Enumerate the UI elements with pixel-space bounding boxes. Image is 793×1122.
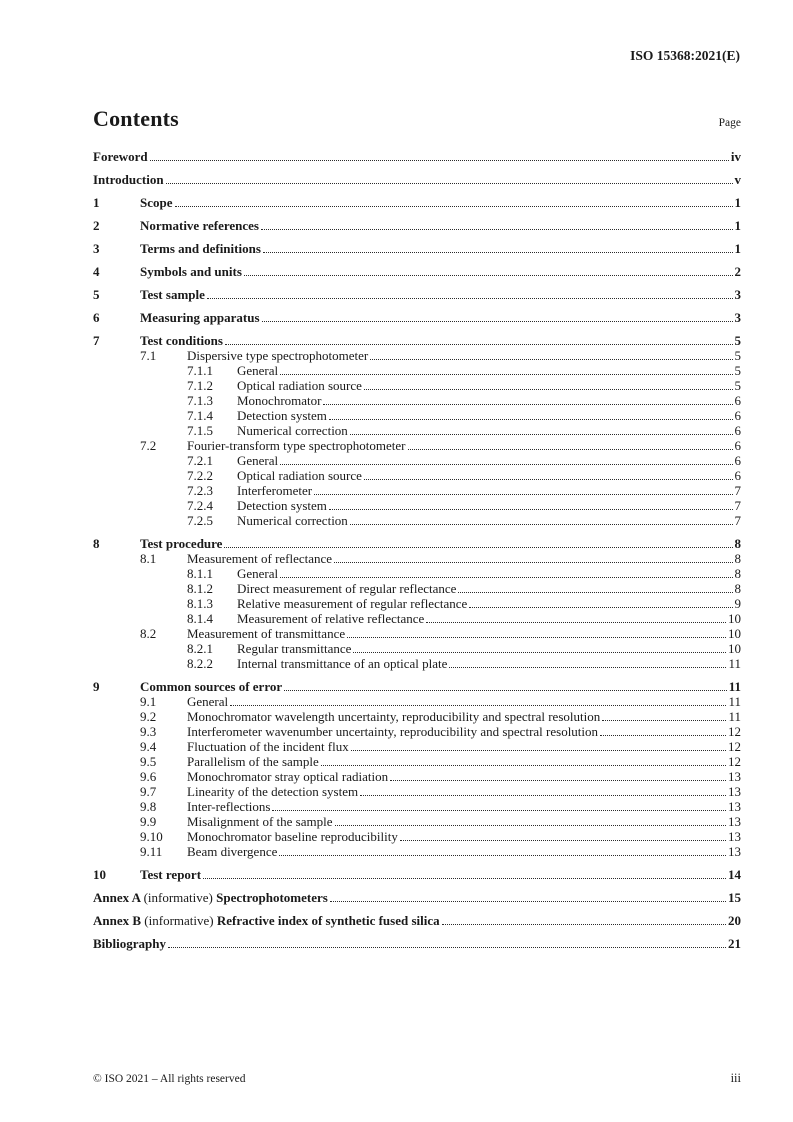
toc-entry-title: General [187, 694, 229, 709]
toc-entry [93, 784, 741, 799]
dot-leader [280, 577, 732, 578]
toc-entry-number: 7.1.3 [187, 393, 213, 408]
toc-entry [93, 310, 741, 325]
toc-entry-title: Numerical correction [237, 423, 348, 438]
dot-leader [353, 652, 726, 653]
toc-entry-number: 7.1.2 [187, 378, 213, 393]
toc-entry-page: 8 [734, 551, 741, 566]
toc-entry [93, 408, 741, 423]
dot-leader [329, 509, 733, 510]
toc-entry [93, 566, 741, 581]
dot-leader [347, 637, 726, 638]
toc-entry-number: 8 [93, 536, 100, 551]
toc-entry-page: 13 [728, 784, 741, 799]
toc-entry-title: Inter-reflections [187, 799, 271, 814]
toc-entry-title: General [237, 363, 279, 378]
toc-entry-page: iv [730, 149, 741, 164]
contents-section [93, 106, 741, 951]
toc-entry [93, 694, 741, 709]
toc-entry-title: Misalignment of the sample [187, 814, 333, 829]
toc-entry-page: 8 [734, 581, 741, 596]
dot-leader [426, 622, 726, 623]
toc-entry [93, 453, 741, 468]
toc-entry [93, 195, 741, 210]
dot-leader [175, 206, 733, 207]
dot-leader [272, 810, 726, 811]
dot-leader [263, 252, 733, 253]
toc-entry-number: 9.9 [140, 814, 157, 829]
toc-entry-number: 10 [93, 867, 106, 882]
dot-leader [323, 404, 732, 405]
toc-entry-title: Test procedure [140, 536, 223, 551]
toc-entry-number: 9.11 [140, 844, 163, 859]
toc-entry [93, 468, 741, 483]
toc-entry [93, 799, 741, 814]
toc-entry-title: General [237, 453, 279, 468]
toc-entry-title: Numerical correction [237, 513, 348, 528]
dot-leader [166, 183, 733, 184]
toc-entry-title: Detection system [237, 408, 327, 423]
toc-entry-page: 14 [728, 867, 741, 882]
toc-entry [93, 829, 741, 844]
toc-entry-title: Detection system [237, 498, 327, 513]
toc-entry-page: 6 [734, 423, 741, 438]
dot-leader [364, 479, 733, 480]
toc-entry [93, 483, 741, 498]
toc-entry-title: Dispersive type spectrophotometer [187, 348, 369, 363]
dot-leader [225, 344, 733, 345]
toc-entry-number: 8.1.1 [187, 566, 213, 581]
toc-entry-title: Test sample [140, 287, 205, 302]
toc-entry-page: 3 [734, 310, 741, 325]
toc-entry-title: Interferometer wavenumber uncertainty, reproducibility and spectral resolution [187, 724, 599, 739]
dot-leader [458, 592, 732, 593]
toc-entry-title: Measuring apparatus [140, 310, 260, 325]
toc-entry [93, 498, 741, 513]
toc-entry-page: 7 [734, 513, 741, 528]
toc-entry [93, 423, 741, 438]
dot-leader [400, 840, 726, 841]
toc-entry-page: 13 [728, 799, 741, 814]
dot-leader [321, 765, 726, 766]
toc-entry-title: Annex B (informative) Refractive index of synthetic fused silica [93, 913, 440, 928]
toc-entry-number: 1 [93, 195, 100, 210]
toc-entry-title: Interferometer [237, 483, 313, 498]
dot-leader [364, 389, 733, 390]
toc-entry [93, 913, 741, 928]
toc-entry [93, 769, 741, 784]
dot-leader [280, 464, 732, 465]
toc-entry-page: 5 [734, 378, 741, 393]
dot-leader [203, 878, 726, 879]
toc-entry-title: Normative references [140, 218, 259, 233]
toc-entry-page: 10 [728, 611, 741, 626]
toc-entry-number: 5 [93, 287, 100, 302]
page-footer [93, 1071, 741, 1086]
dot-leader [280, 374, 732, 375]
toc-entry-number: 7.1.5 [187, 423, 213, 438]
toc-entry-page: 5 [734, 333, 741, 348]
dot-leader [279, 855, 726, 856]
toc-entry [93, 656, 741, 671]
toc-entry-page: 13 [728, 829, 741, 844]
toc-entry-number: 3 [93, 241, 100, 256]
toc-entry-page: 13 [728, 844, 741, 859]
toc-entry-title: Terms and definitions [140, 241, 261, 256]
toc-entry-title: Common sources of error [140, 679, 283, 694]
toc-entry-page: 11 [728, 679, 741, 694]
toc-entry-page: 13 [728, 814, 741, 829]
toc-entry-number: 8.2.2 [187, 656, 213, 671]
dot-leader [442, 924, 726, 925]
toc-entry [93, 513, 741, 528]
toc-entry [93, 172, 741, 187]
dot-leader [360, 795, 726, 796]
toc-entry [93, 378, 741, 393]
toc-entry-page: 15 [728, 890, 741, 905]
dot-leader [244, 275, 733, 276]
dot-leader [284, 690, 727, 691]
toc-entry-page: 12 [728, 739, 741, 754]
toc-entry-page: 6 [734, 468, 741, 483]
dot-leader [329, 419, 733, 420]
toc-entry-page: 9 [734, 596, 741, 611]
toc-entry-title: Beam divergence [187, 844, 278, 859]
toc-entry-title: Measurement of transmittance [187, 626, 346, 641]
toc-entry-number: 2 [93, 218, 100, 233]
dot-leader [469, 607, 732, 608]
toc-entry [93, 241, 741, 256]
toc-entry [93, 596, 741, 611]
toc-entry-page: 8 [734, 566, 741, 581]
page-column-label: Page [718, 117, 741, 129]
dot-leader [330, 901, 726, 902]
dot-leader [207, 298, 733, 299]
toc-entry [93, 218, 741, 233]
toc-entry-page: 7 [734, 498, 741, 513]
toc-entry-title: Measurement of relative reflectance [237, 611, 425, 626]
toc-entry-title: Optical radiation source [237, 378, 362, 393]
toc-list [93, 149, 741, 951]
toc-entry-title: Scope [140, 195, 173, 210]
dot-leader [390, 780, 726, 781]
toc-entry-title: Fourier-transform type spectrophotometer [187, 438, 406, 453]
toc-entry-title: Internal transmittance of an optical plate [237, 656, 448, 671]
toc-entry [93, 264, 741, 279]
toc-entry [93, 754, 741, 769]
toc-entry-title: Measurement of reflectance [187, 551, 333, 566]
dot-leader [334, 562, 732, 563]
toc-entry-title: Monochromator baseline reproducibility [187, 829, 398, 844]
toc-entry-number: 7.2 [140, 438, 157, 453]
toc-entry-title: Annex A (informative) Spectrophotometers [93, 890, 328, 905]
dot-leader [150, 160, 729, 161]
toc-entry [93, 679, 741, 694]
toc-entry-number: 9.5 [140, 754, 157, 769]
toc-entry-page: 20 [728, 913, 741, 928]
toc-entry [93, 348, 741, 363]
toc-entry [93, 287, 741, 302]
toc-entry-number: 9.6 [140, 769, 157, 784]
toc-entry-page: 1 [734, 218, 741, 233]
toc-entry-page: 3 [734, 287, 741, 302]
toc-entry-number: 7.1 [140, 348, 157, 363]
toc-entry-page: 21 [728, 936, 741, 951]
toc-entry-title: Monochromator stray optical radiation [187, 769, 389, 784]
dot-leader [408, 449, 733, 450]
toc-entry-number: 9.1 [140, 694, 157, 709]
dot-leader [370, 359, 732, 360]
toc-entry-page: 12 [728, 754, 741, 769]
toc-entry [93, 867, 741, 882]
toc-entry-number: 9.7 [140, 784, 157, 799]
toc-entry-page: 8 [734, 536, 741, 551]
toc-entry-title: Test report [140, 867, 202, 882]
toc-entry-number: 9 [93, 679, 100, 694]
toc-entry-page: 2 [734, 264, 741, 279]
toc-entry-page: 10 [728, 641, 741, 656]
toc-entry-number: 8.2 [140, 626, 157, 641]
toc-entry [93, 844, 741, 859]
toc-entry-title: Linearity of the detection system [187, 784, 359, 799]
toc-entry-title: General [237, 566, 279, 581]
toc-entry-number: 7.2.5 [187, 513, 213, 528]
toc-entry [93, 438, 741, 453]
toc-entry [93, 724, 741, 739]
toc-entry-page: 5 [734, 348, 741, 363]
toc-entry-title: Regular transmittance [237, 641, 352, 656]
toc-entry [93, 739, 741, 754]
dot-leader [224, 547, 732, 548]
dot-leader [314, 494, 732, 495]
toc-entry-page: v [734, 172, 741, 187]
dot-leader [602, 720, 726, 721]
toc-entry-title: Test conditions [140, 333, 223, 348]
toc-entry-number: 4 [93, 264, 100, 279]
toc-entry-number: 6 [93, 310, 100, 325]
toc-entry-title: Foreword [93, 149, 148, 164]
dot-leader [350, 524, 733, 525]
dot-leader [335, 825, 726, 826]
toc-entry [93, 641, 741, 656]
toc-entry [93, 393, 741, 408]
footer-page-number: iii [730, 1071, 741, 1085]
toc-entry-page: 6 [734, 438, 741, 453]
toc-entry-page: 6 [734, 453, 741, 468]
contents-heading-row [93, 106, 741, 132]
toc-entry [93, 890, 741, 905]
toc-entry-number: 7.1.4 [187, 408, 213, 423]
toc-entry-title: Bibliography [93, 936, 166, 951]
toc-entry-number: 8.1.3 [187, 596, 213, 611]
toc-entry-page: 11 [728, 709, 741, 724]
toc-entry-page: 6 [734, 408, 741, 423]
toc-entry-page: 12 [728, 724, 741, 739]
toc-entry-number: 7.2.2 [187, 468, 213, 483]
toc-entry-title: Fluctuation of the incident flux [187, 739, 349, 754]
toc-entry-number: 8.1.4 [187, 611, 213, 626]
toc-entry-number: 7.2.1 [187, 453, 213, 468]
toc-entry-number: 7.2.4 [187, 498, 213, 513]
toc-entry-title: Introduction [93, 172, 164, 187]
toc-entry [93, 551, 741, 566]
dot-leader [261, 229, 733, 230]
toc-entry [93, 626, 741, 641]
toc-entry [93, 363, 741, 378]
toc-entry-page: 10 [728, 626, 741, 641]
toc-entry-number: 7.1.1 [187, 363, 213, 378]
toc-entry-page: 5 [734, 363, 741, 378]
dot-leader [600, 735, 726, 736]
dot-leader [262, 321, 733, 322]
toc-entry-title: Parallelism of the sample [187, 754, 319, 769]
toc-entry-number: 8.1 [140, 551, 157, 566]
toc-entry-title: Monochromator wavelength uncertainty, reproducibility and spectral resolution [187, 709, 601, 724]
dot-leader [351, 750, 726, 751]
toc-entry [93, 581, 741, 596]
toc-entry [93, 333, 741, 348]
toc-entry-number: 9.8 [140, 799, 157, 814]
contents-title: Contents [93, 106, 179, 131]
toc-entry-title: Optical radiation source [237, 468, 362, 483]
dot-leader [168, 947, 726, 948]
toc-entry-number: 9.4 [140, 739, 157, 754]
toc-entry-number: 9.10 [140, 829, 163, 844]
toc-entry-number: 9.2 [140, 709, 157, 724]
toc-entry-number: 7 [93, 333, 100, 348]
footer-copyright: © ISO 2021 – All rights reserved [93, 1073, 246, 1085]
toc-entry-page: 11 [728, 694, 741, 709]
toc-entry-number: 8.2.1 [187, 641, 213, 656]
toc-entry-page: 7 [734, 483, 741, 498]
toc-entry [93, 936, 741, 951]
toc-entry-number: 7.2.3 [187, 483, 213, 498]
toc-entry [93, 814, 741, 829]
toc-entry-page: 1 [734, 195, 741, 210]
toc-entry-number: 8.1.2 [187, 581, 213, 596]
toc-entry [93, 149, 741, 164]
dot-leader [230, 705, 726, 706]
toc-entry-page: 6 [734, 393, 741, 408]
toc-entry-page: 13 [728, 769, 741, 784]
toc-entry-page: 11 [728, 656, 741, 671]
dot-leader [449, 667, 726, 668]
document-id: ISO 15368:2021(E) [630, 48, 740, 63]
toc-entry-title: Monochromator [237, 393, 322, 408]
dot-leader [350, 434, 733, 435]
toc-entry-page: 1 [734, 241, 741, 256]
toc-entry-title: Relative measurement of regular reflectance [237, 596, 468, 611]
toc-entry [93, 611, 741, 626]
toc-entry [93, 536, 741, 551]
toc-entry-title: Symbols and units [140, 264, 242, 279]
toc-entry [93, 709, 741, 724]
toc-entry-title: Direct measurement of regular reflectance [237, 581, 457, 596]
toc-entry-number: 9.3 [140, 724, 157, 739]
